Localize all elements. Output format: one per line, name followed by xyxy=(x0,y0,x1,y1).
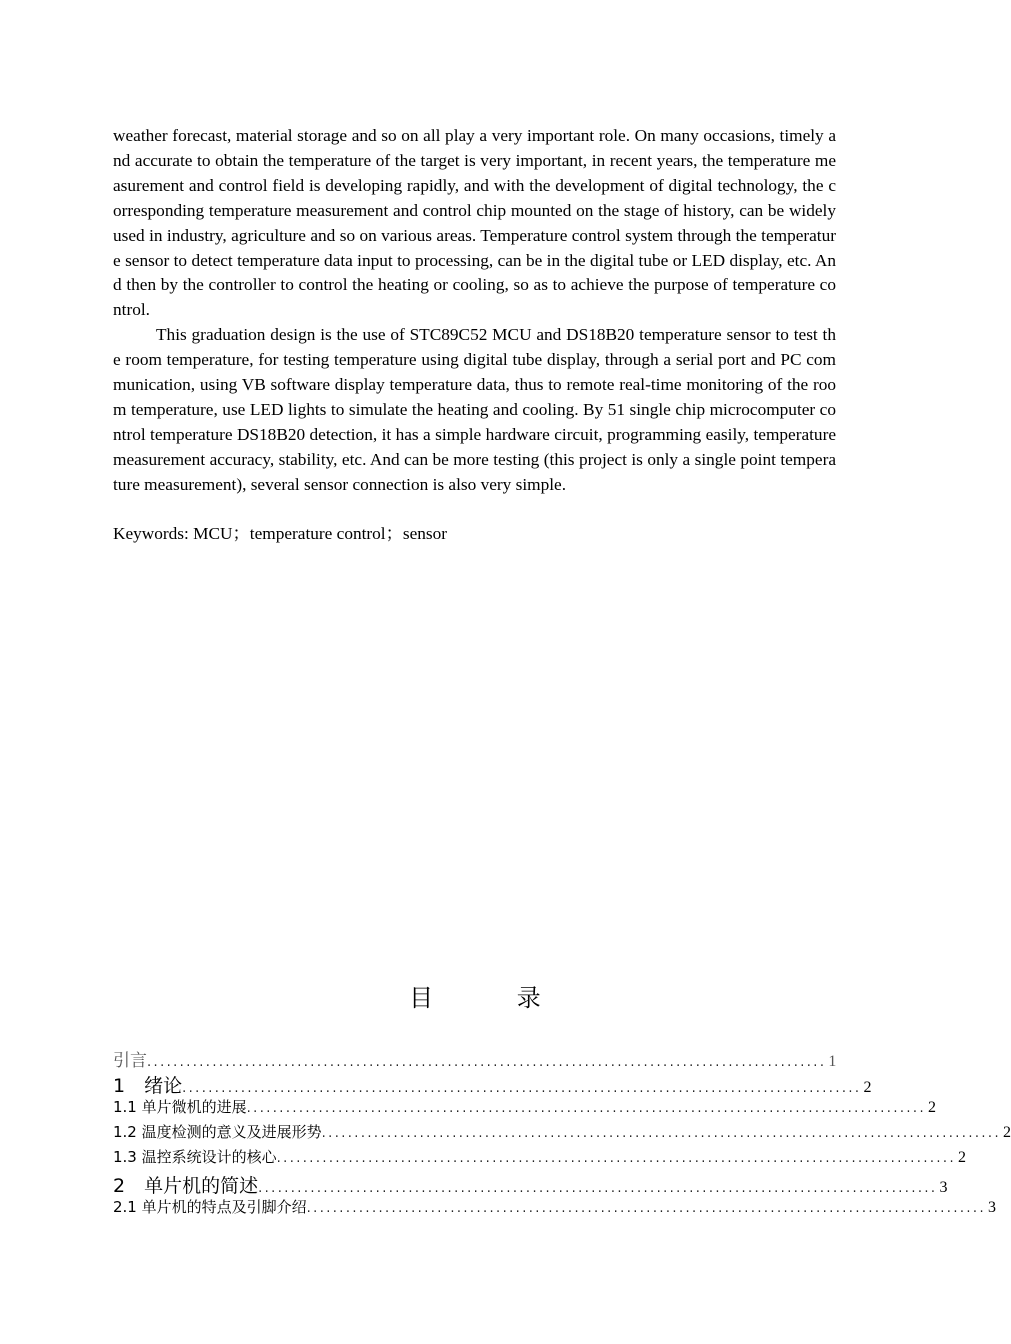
toc-entry-chapter-1[interactable] xyxy=(113,1071,872,1097)
toc-page-number: 3 xyxy=(988,1199,996,1216)
toc-dot-leader: ........................................................................................................ xyxy=(182,1081,862,1096)
toc-entry-label: 2.1 单片机的特点及引脚介绍 xyxy=(113,1198,307,1216)
toc-entry-label: 1 绪论 xyxy=(113,1075,183,1097)
toc-entry-section-1-1[interactable] xyxy=(113,1096,936,1121)
toc-page-number: 3 xyxy=(939,1179,948,1196)
toc-entry-label: 引言 xyxy=(113,1051,147,1071)
toc-title: 目 录 xyxy=(409,984,579,1012)
toc-entry-chapter-2[interactable] xyxy=(113,1171,948,1197)
toc-page-number: 2 xyxy=(863,1079,872,1096)
toc-dot-leader: ........................................................................................................ xyxy=(306,1201,986,1216)
toc-page-number: 2 xyxy=(958,1149,966,1166)
toc-dot-leader: ........................................................................................................ xyxy=(147,1055,827,1070)
abstract-paragraph-2: This graduation design is the use of STC89C52 MCU and DS18B20 temperature sensor to test the room temperature, for testing temperature using digital tube display, through a serial port and PC communication, using VB software display temperature data, thus to remote real-time monitoring of the room temperature, use LED lights to simulate the heating and cooling. By 51 single chip microcomputer control temperature DS18B20 detection, it has a simple hardware circuit, programming easily, temperature measurement accuracy, stability, etc. And can be more testing (this project is only a single point temperature measurement), several sensor connection is also very simple. xyxy=(113,325,836,494)
toc-entry-intro[interactable] xyxy=(113,1046,837,1071)
toc-dot-leader: ........................................................................................................ xyxy=(258,1181,938,1196)
toc-dot-leader: ........................................................................................................ xyxy=(276,1151,956,1166)
toc-entry-section-1-2[interactable] xyxy=(113,1121,1011,1146)
toc-dot-leader: ........................................................................................................ xyxy=(321,1126,1001,1141)
abstract-section xyxy=(113,124,836,547)
table-of-contents xyxy=(113,1046,1011,1221)
toc-page-number: 2 xyxy=(928,1099,936,1116)
keywords-line: Keywords: MCU；temperature control；sensor xyxy=(113,524,448,544)
abstract-paragraph-1: weather forecast, material storage and so on all play a very important role. On many occasions, timely and accurate to obtain the temperature of the target is very important, in recent years, the temperature measurement and control field is developing rapidly, and with the development of digital technology, the corresponding temperature measurement and control chip mounted on the stage of history, can be widely used in industry, agriculture and so on various areas. Temperature control system through the temperature sensor to detect temperature data input to processing, can be in the digital tube or LED display, etc. And then by the controller to control the heating or cooling, so as to achieve the purpose of temperature control. xyxy=(113,126,836,320)
toc-dot-leader: ........................................................................................................ xyxy=(246,1101,926,1116)
toc-page-number: 1 xyxy=(828,1053,837,1070)
toc-page-number: 2 xyxy=(1003,1124,1011,1141)
toc-entry-label: 2 单片机的简述 xyxy=(113,1175,259,1197)
toc-entry-label: 1.1 单片微机的进展 xyxy=(113,1098,247,1116)
toc-entry-section-2-1[interactable] xyxy=(113,1196,996,1221)
toc-entry-label: 1.2 温度检测的意义及进展形势 xyxy=(113,1123,322,1141)
toc-entry-label: 1.3 温控系统设计的核心 xyxy=(113,1148,277,1166)
toc-entry-section-1-3[interactable] xyxy=(113,1146,966,1171)
